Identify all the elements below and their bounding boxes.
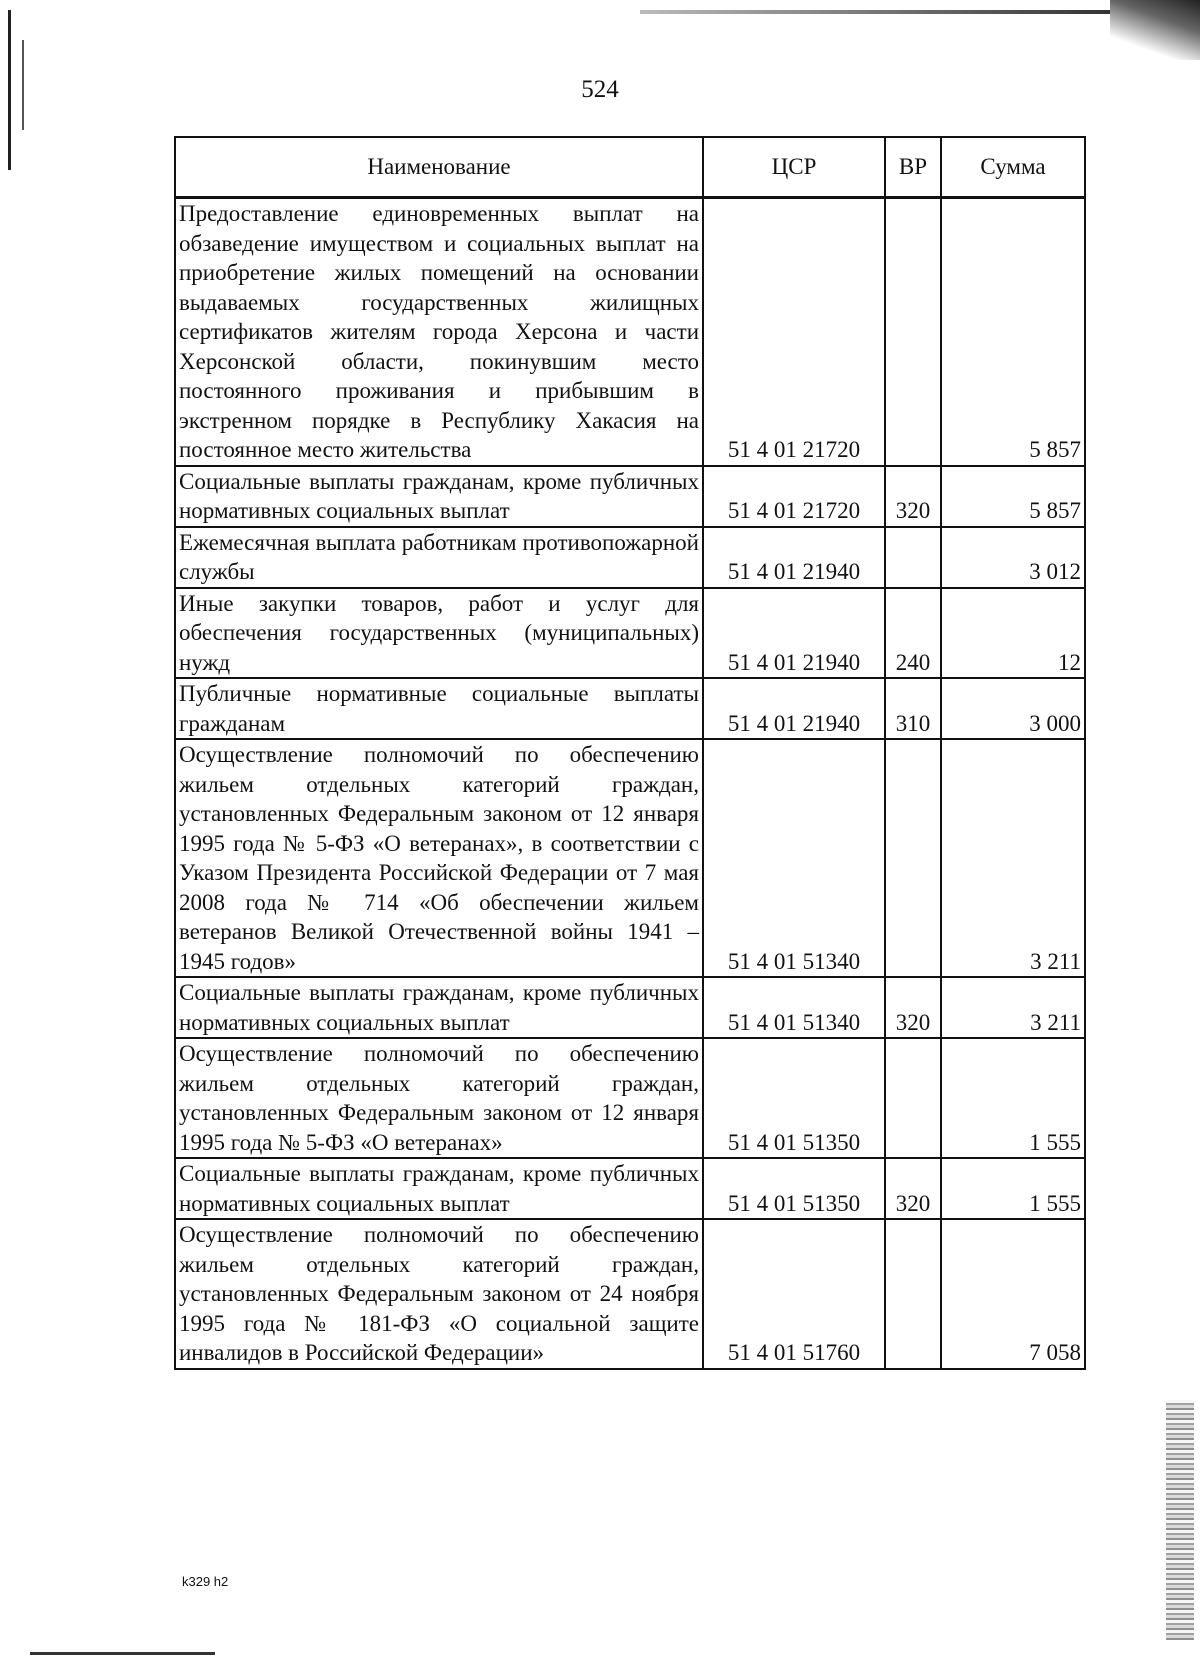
row-csr: 51 4 01 51350 [703, 1158, 885, 1219]
table-row [175, 1219, 1085, 1369]
table-row [175, 739, 1085, 977]
row-sum: 7 058 [941, 1219, 1085, 1369]
table-row [175, 527, 1085, 588]
row-sum: 1 555 [941, 1038, 1085, 1158]
page-number: 524 [581, 76, 619, 103]
row-name: Осуществление полномочий по обеспечению жильем отдельных категорий граждан, установленных Федеральным законом от 12 января 1995 года № 5-ФЗ «О ветеранах» [175, 1038, 703, 1158]
row-sum: 5 857 [941, 466, 1085, 527]
row-vr [885, 527, 941, 588]
scan-edge-bottom [30, 1652, 215, 1655]
row-name: Осуществление полномочий по обеспечению жильем отдельных категорий граждан, установленных Федеральным законом от 24 ноября 1995 года № 181-ФЗ «О социальной защите инвалидов в Российской Федерации» [175, 1219, 703, 1369]
row-csr: 51 4 01 21720 [703, 198, 885, 466]
footer-code: k329 h2 [182, 1574, 229, 1589]
table-row [175, 678, 1085, 739]
header-csr: ЦСР [703, 137, 885, 198]
row-csr: 51 4 01 21940 [703, 527, 885, 588]
row-sum: 3 211 [941, 739, 1085, 977]
row-name: Осуществление полномочий по обеспечению жильем отдельных категорий граждан, установленных Федеральным законом от 12 января 1995 года № 5-ФЗ «О ветеранах», в соответствии с Указом Президента Российской Федерации от 7 мая 2008 года № 714 «Об обеспечении жильем ветеранов Великой Отечественной войны 1941 – 1945 годов» [175, 739, 703, 977]
row-sum: 1 555 [941, 1158, 1085, 1219]
row-sum: 12 [941, 588, 1085, 679]
header-sum: Сумма [941, 137, 1085, 198]
table-row [175, 198, 1085, 466]
row-vr: 240 [885, 588, 941, 679]
row-name: Публичные нормативные социальные выплаты гражданам [175, 678, 703, 739]
header-vr: ВР [885, 137, 941, 198]
row-csr: 51 4 01 21720 [703, 466, 885, 527]
scan-edge-top [640, 10, 1110, 14]
table-header-row [175, 137, 1085, 198]
row-vr [885, 739, 941, 977]
table-row [175, 1038, 1085, 1158]
row-csr: 51 4 01 51340 [703, 977, 885, 1038]
row-name: Социальные выплаты гражданам, кроме публичных нормативных социальных выплат [175, 977, 703, 1038]
row-vr [885, 198, 941, 466]
row-name: Ежемесячная выплата работникам противопожарной службы [175, 527, 703, 588]
table-row [175, 466, 1085, 527]
row-csr: 51 4 01 51340 [703, 739, 885, 977]
row-name: Социальные выплаты гражданам, кроме публичных нормативных социальных выплат [175, 1158, 703, 1219]
scan-corner-shadow [1110, 0, 1200, 60]
row-name: Предоставление единовременных выплат на обзаведение имуществом и социальных выплат на приобретение жилых помещений на основании выдаваемых государственных жилищных сертификатов жителям города Херсона и части Херсонской области, покинувшим место постоянного проживания и прибывшим в экстренном порядке в Республику Хакасия на постоянное место жительства [175, 198, 703, 466]
row-vr [885, 1219, 941, 1369]
scan-edge-right [1166, 1400, 1194, 1640]
row-name: Иные закупки товаров, работ и услуг для обеспечения государственных (муниципальных) нужд [175, 588, 703, 679]
header-name: Наименование [175, 137, 703, 198]
table-row [175, 977, 1085, 1038]
row-sum: 3 000 [941, 678, 1085, 739]
row-vr: 320 [885, 977, 941, 1038]
row-vr: 310 [885, 678, 941, 739]
row-vr: 320 [885, 466, 941, 527]
row-csr: 51 4 01 21940 [703, 678, 885, 739]
row-csr: 51 4 01 51350 [703, 1038, 885, 1158]
row-sum: 5 857 [941, 198, 1085, 466]
row-sum: 3 012 [941, 527, 1085, 588]
row-csr: 51 4 01 51760 [703, 1219, 885, 1369]
table-row [175, 588, 1085, 679]
row-csr: 51 4 01 21940 [703, 588, 885, 679]
row-sum: 3 211 [941, 977, 1085, 1038]
row-name: Социальные выплаты гражданам, кроме публичных нормативных социальных выплат [175, 466, 703, 527]
row-vr [885, 1038, 941, 1158]
table-row [175, 1158, 1085, 1219]
row-vr: 320 [885, 1158, 941, 1219]
budget-table [174, 136, 1086, 1370]
